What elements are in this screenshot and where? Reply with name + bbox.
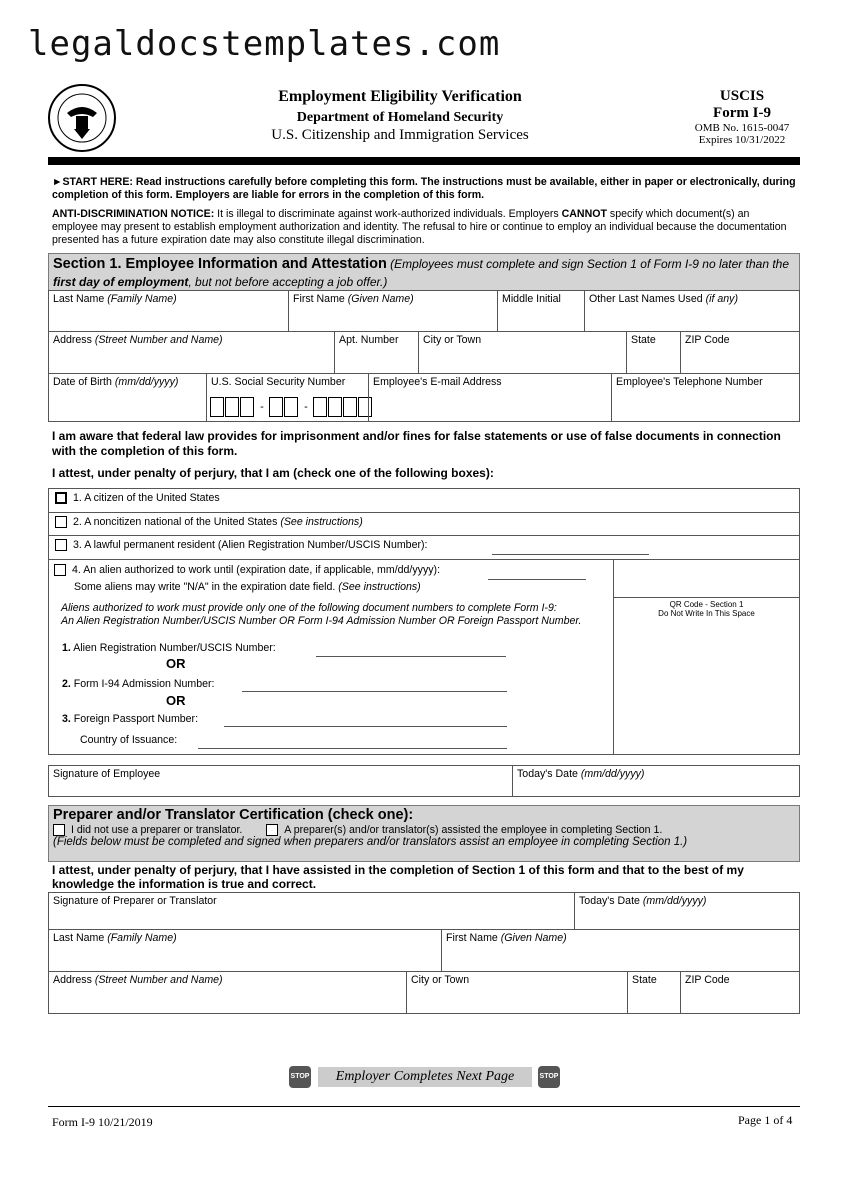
preparer-zip-field[interactable]: ZIP Code — [680, 971, 800, 1014]
start-here-notice: ►START HERE: Read instructions carefully before completing this form. The instructions must be available, either in paper or electronically, during completion of this form. Employers are liable for errors in the completion of this form. — [52, 176, 796, 201]
anti-cannot: CANNOT — [561, 208, 607, 220]
preparer-state-field[interactable]: State — [627, 971, 681, 1014]
form-number: Form I-9 — [713, 105, 771, 121]
section1-sub-c: , but not before accepting a job offer.) — [188, 275, 388, 289]
country-line[interactable] — [198, 748, 507, 749]
ssn-field[interactable]: U.S. Social Security Number — [206, 373, 369, 422]
phone-field[interactable]: Employee's Telephone Number — [611, 373, 800, 422]
form-id-block — [680, 88, 804, 146]
dhs-seal-icon — [47, 83, 117, 153]
last-name-field[interactable]: Last Name (Family Name) — [48, 290, 289, 332]
qr-code-area: QR Code - Section 1 Do Not Write In This Space — [613, 597, 800, 755]
form-header — [200, 88, 600, 144]
option-citizen[interactable]: 1. A citizen of the United States — [48, 488, 800, 513]
stop-sign-icon-right: STOP — [538, 1066, 560, 1088]
form-title: Employment Eligibility Verification — [278, 88, 522, 105]
alien-doc-instructions: Aliens authorized to work must provide only one of the following document numbers to complete Form I-9: An Alien Registration Number/USCIS Number OR Form I-94 Admission Number OR Foreign Passport Number. — [61, 602, 582, 627]
checkbox-alien-authorized[interactable] — [54, 564, 66, 576]
section1-header — [48, 253, 800, 291]
first-name-field[interactable]: First Name (Given Name) — [288, 290, 498, 332]
preparer-address-field[interactable]: Address (Street Number and Name) — [48, 971, 407, 1014]
anti-text-2: specify which document(s) an employee may present to establish employment authorization and identity. The refusal to hire or continue to employ an individual because the documentation presented has a future expiration date may also constitute illegal discrimination. — [52, 208, 787, 246]
option4-sub: Some aliens may write "N/A" in the expiration date field. (See instructions) — [74, 581, 421, 593]
agency-name: U.S. Citizenship and Immigration Services — [271, 127, 529, 143]
employer-next-page-banner: Employer Completes Next Page — [318, 1067, 532, 1087]
address-field[interactable]: Address (Street Number and Name) — [48, 331, 335, 374]
section1-sub-a: (Employees must complete and sign Section 1 of Form I-9 no later than the — [386, 257, 790, 271]
preparer-heading: Preparer and/or Translator Certification (check one): — [53, 807, 414, 823]
other-last-names-field[interactable]: Other Last Names Used (if any) — [584, 290, 800, 332]
employee-signature-field[interactable]: Signature of Employee — [48, 765, 513, 797]
anti-discrimination-notice — [52, 208, 798, 247]
apt-number-field[interactable]: Apt. Number — [334, 331, 419, 374]
city-field[interactable]: City or Town — [418, 331, 627, 374]
preparer-header — [48, 805, 800, 862]
checkbox-no-preparer[interactable] — [53, 824, 65, 836]
section1-sub-b: first day of employment — [53, 275, 189, 289]
permanent-resident-number-line[interactable] — [492, 554, 649, 555]
preparer-first-name-field[interactable]: First Name (Given Name) — [441, 929, 800, 972]
omb-number: OMB No. 1615-0047 — [694, 122, 790, 134]
passport-line[interactable] — [224, 726, 507, 727]
attest-statement: I attest, under penalty of perjury, that I am (check one of the following boxes): — [52, 466, 494, 480]
preparer-attest: I attest, under penalty of perjury, that I have assisted in the completion of Section 1 of this form and that to the best of my knowledge the information is true and correct. — [52, 863, 744, 891]
or-2: OR — [166, 693, 186, 708]
dob-field[interactable]: Date of Birth (mm/dd/yyyy) — [48, 373, 207, 422]
zip-field[interactable]: ZIP Code — [680, 331, 800, 374]
checkbox-noncitizen-national[interactable] — [55, 516, 67, 528]
checkbox-permanent-resident[interactable] — [55, 539, 67, 551]
alien-reg-line[interactable] — [316, 656, 506, 657]
state-field[interactable]: State — [626, 331, 681, 374]
section1-heading: Section 1. Employee Information and Attestation — [53, 256, 387, 272]
option-noncitizen-national[interactable]: 2. A noncitizen national of the United States (See instructions) — [48, 512, 800, 536]
stop-sign-icon: STOP — [289, 1066, 311, 1088]
footer-form-id: Form I-9 10/21/2019 — [52, 1115, 153, 1129]
option-permanent-resident[interactable]: 3. A lawful permanent resident (Alien Registration Number/USCIS Number): — [48, 535, 800, 560]
middle-initial-field[interactable]: Middle Initial — [497, 290, 585, 332]
alien-reg-label: 1. Alien Registration Number/USCIS Number: — [62, 642, 276, 654]
uscis-label: USCIS — [719, 88, 765, 104]
anti-text-1: It is illegal to discriminate against work-authorized individuals. Employers — [214, 208, 562, 220]
site-watermark: legaldocstemplates.com — [28, 24, 501, 64]
option4-label[interactable]: 4. An alien authorized to work until (expiration date, if applicable, mm/dd/yyyy): — [54, 564, 440, 576]
employee-date-field[interactable]: Today's Date (mm/dd/yyyy) — [512, 765, 800, 797]
or-1: OR — [166, 656, 186, 671]
checkbox-preparer-assisted[interactable] — [266, 824, 278, 836]
country-label: Country of Issuance: — [80, 734, 178, 746]
footer-page-number: Page 1 of 4 — [738, 1113, 793, 1127]
preparer-options: I did not use a preparer or translator. A preparer(s) and/or translator(s) assisted the employee in completing Section 1. — [53, 824, 795, 836]
expiration-date-line[interactable] — [488, 579, 586, 580]
footer-divider — [48, 1106, 800, 1107]
aware-statement: I am aware that federal law provides for imprisonment and/or fines for false statements or use of false documents in connection with the completion of this form. — [52, 429, 781, 458]
checkbox-citizen[interactable] — [55, 492, 67, 504]
preparer-last-name-field[interactable]: Last Name (Family Name) — [48, 929, 442, 972]
department-name: Department of Homeland Security — [296, 110, 504, 125]
ssn-boxes[interactable]: - - — [210, 397, 373, 417]
preparer-fields-note: (Fields below must be completed and signed when preparers and/or translators assist an employee in completing Section 1.) — [53, 836, 688, 849]
i94-label: 2. Form I-94 Admission Number: — [62, 678, 215, 690]
preparer-date-field[interactable]: Today's Date (mm/dd/yyyy) — [574, 892, 800, 930]
passport-label: 3. Foreign Passport Number: — [62, 713, 199, 725]
preparer-city-field[interactable]: City or Town — [406, 971, 628, 1014]
preparer-signature-field[interactable]: Signature of Preparer or Translator — [48, 892, 575, 930]
i94-line[interactable] — [242, 691, 507, 692]
anti-label: ANTI-DISCRIMINATION NOTICE: — [52, 208, 215, 220]
expiration-date: Expires 10/31/2022 — [698, 134, 786, 146]
email-field[interactable]: Employee's E-mail Address — [368, 373, 612, 422]
header-divider — [48, 157, 800, 165]
